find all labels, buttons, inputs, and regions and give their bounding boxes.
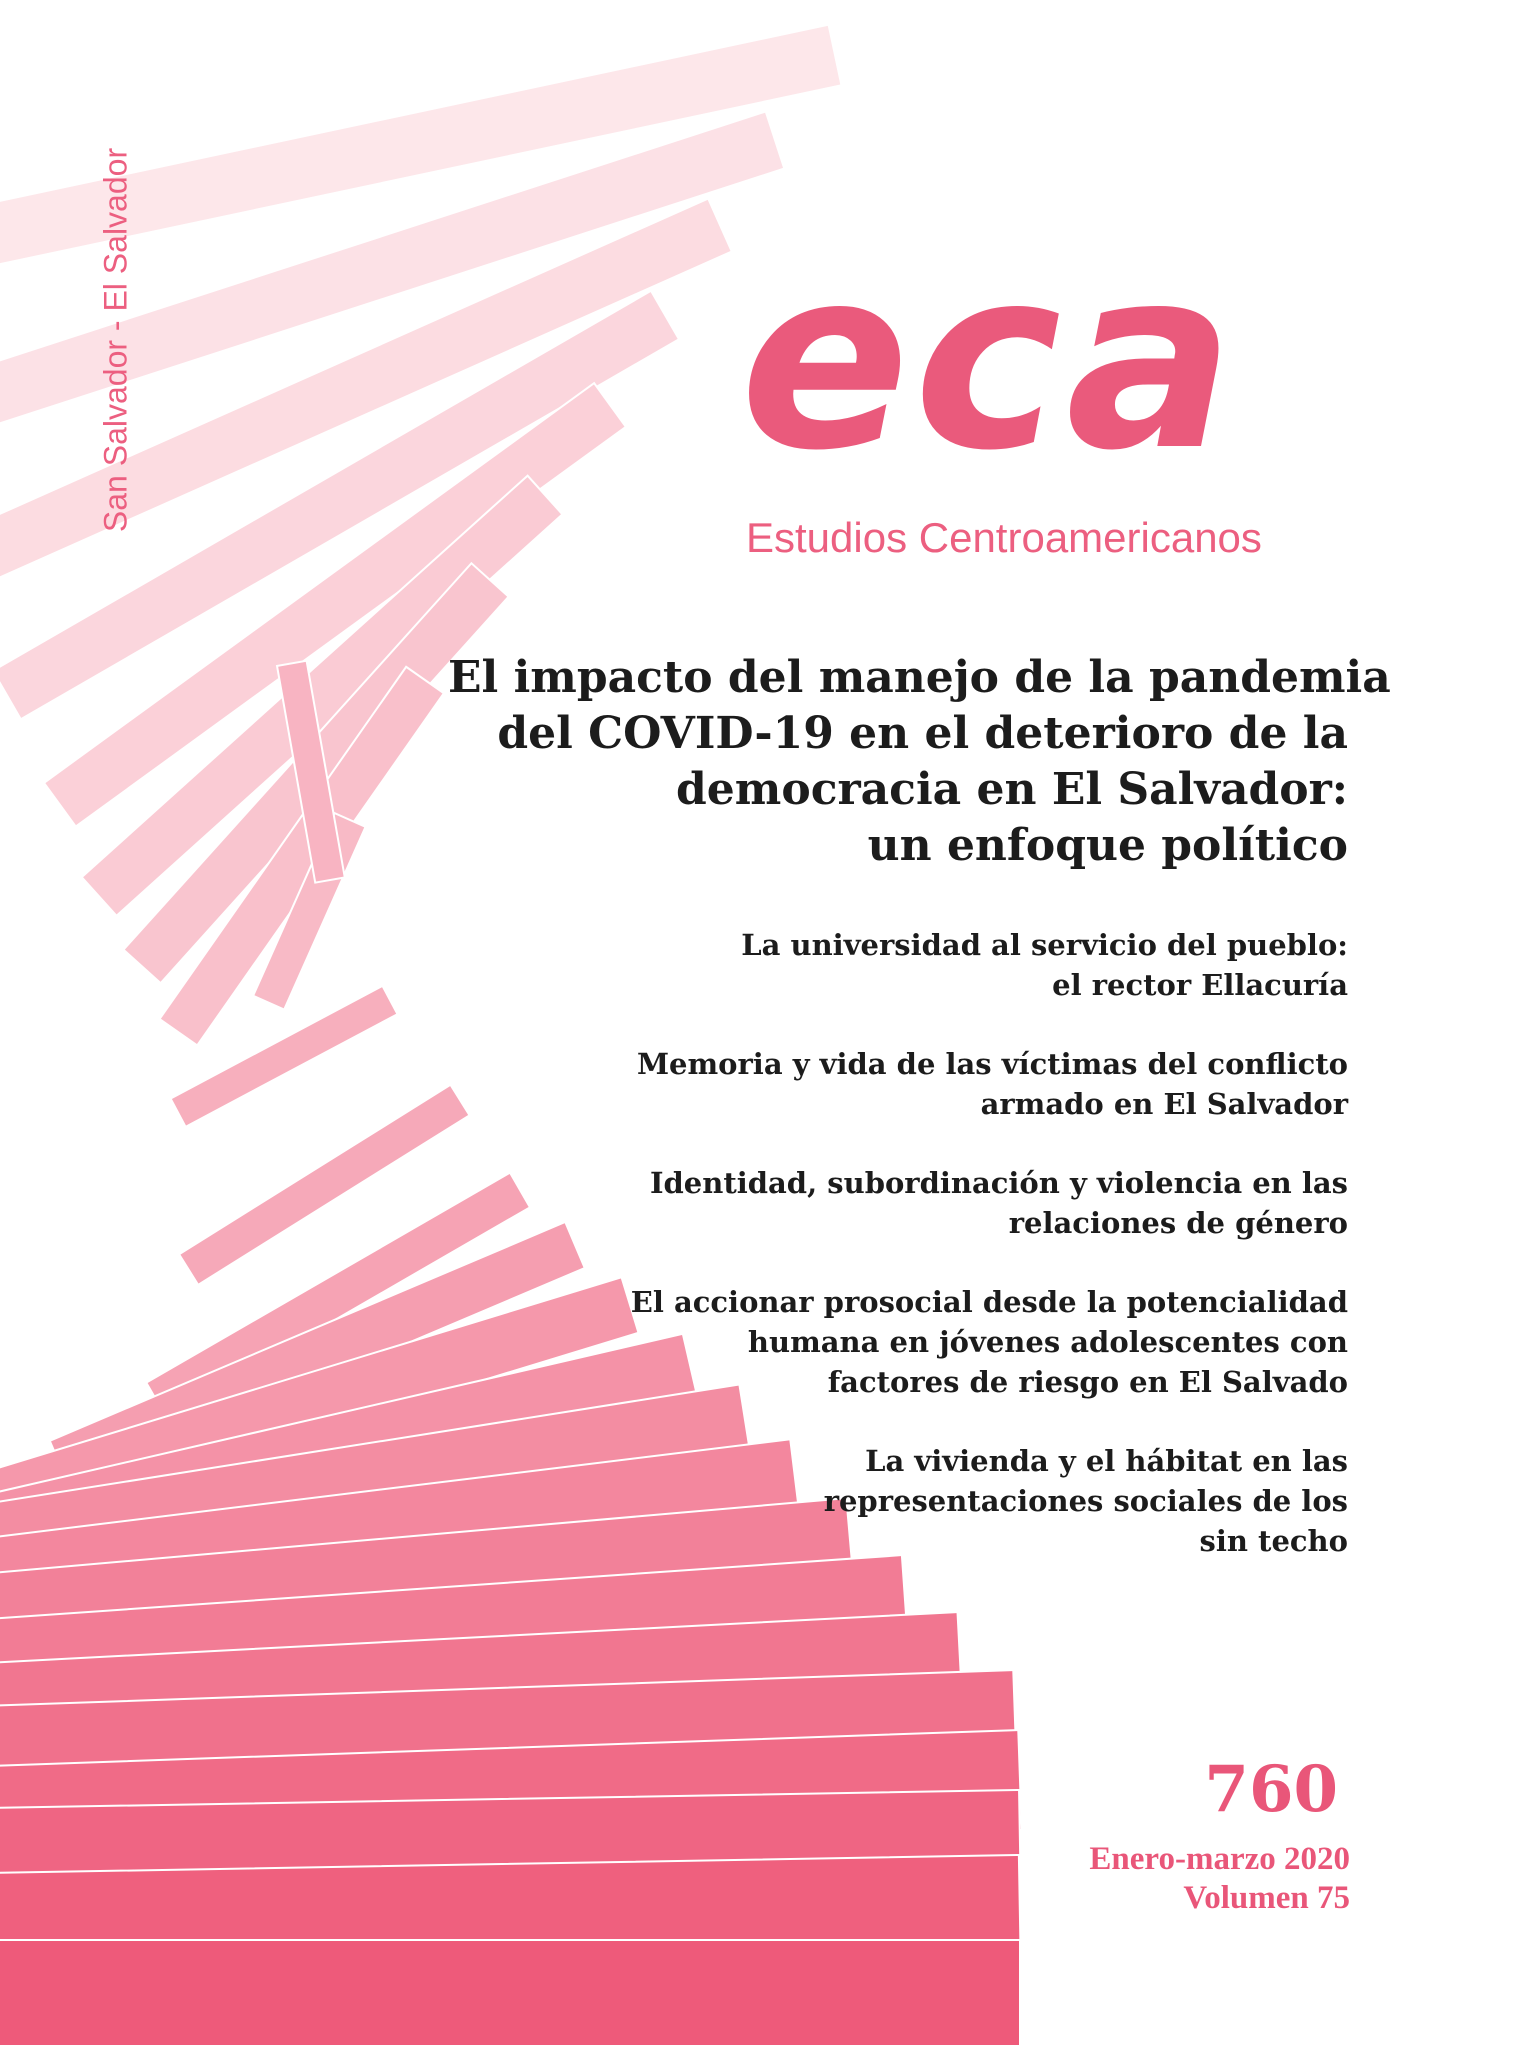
article-title-line: Memoria y vida de las víctimas del conflicto xyxy=(636,1047,1348,1081)
article-title-line: el rector Ellacuría xyxy=(1052,968,1348,1002)
main-title-line: un enfoque político xyxy=(867,820,1348,871)
main-title xyxy=(448,650,1391,874)
article-title-line: humana en jóvenes adolescentes con xyxy=(747,1325,1348,1359)
issue-number: 760 xyxy=(1204,1752,1338,1827)
main-title-line: del COVID-19 en el deterioro de la xyxy=(497,708,1348,759)
article-title xyxy=(448,1282,1348,1402)
article-title-line: relaciones de género xyxy=(1008,1206,1348,1240)
article-title-line: sin techo xyxy=(1199,1524,1348,1558)
article-title-line: La vivienda y el hábitat en las xyxy=(865,1444,1348,1478)
article-title-line: representaciones sociales de los xyxy=(823,1484,1348,1518)
article-title-line: Identidad, subordinación y violencia en las xyxy=(649,1166,1348,1200)
article-title-line: La universidad al servicio del pueblo: xyxy=(741,928,1348,962)
article-title-line: factores de riesgo en El Salvado xyxy=(827,1365,1348,1399)
location-text: San Salvador - El Salvador xyxy=(97,147,134,533)
article-title-line: armado en El Salvador xyxy=(980,1087,1348,1121)
article-title xyxy=(448,1441,1348,1561)
issue-volume: Volumen 75 xyxy=(1183,1880,1350,1916)
article-title xyxy=(448,925,1348,1005)
article-title xyxy=(448,1044,1348,1124)
decorative-stripe xyxy=(0,1940,1020,2045)
main-title-line: democracia en El Salvador: xyxy=(676,764,1348,815)
issue-date: Enero-marzo 2020 xyxy=(1089,1841,1350,1877)
magazine-logo: eca xyxy=(740,214,1239,505)
article-title xyxy=(448,1163,1348,1243)
magazine-subtitle: Estudios Centroamericanos xyxy=(746,514,1262,561)
article-title-line: El accionar prosocial desde la potencialidad xyxy=(630,1285,1348,1319)
article-list xyxy=(448,925,1348,1600)
main-title-line: El impacto del manejo de la pandemia xyxy=(448,652,1391,703)
